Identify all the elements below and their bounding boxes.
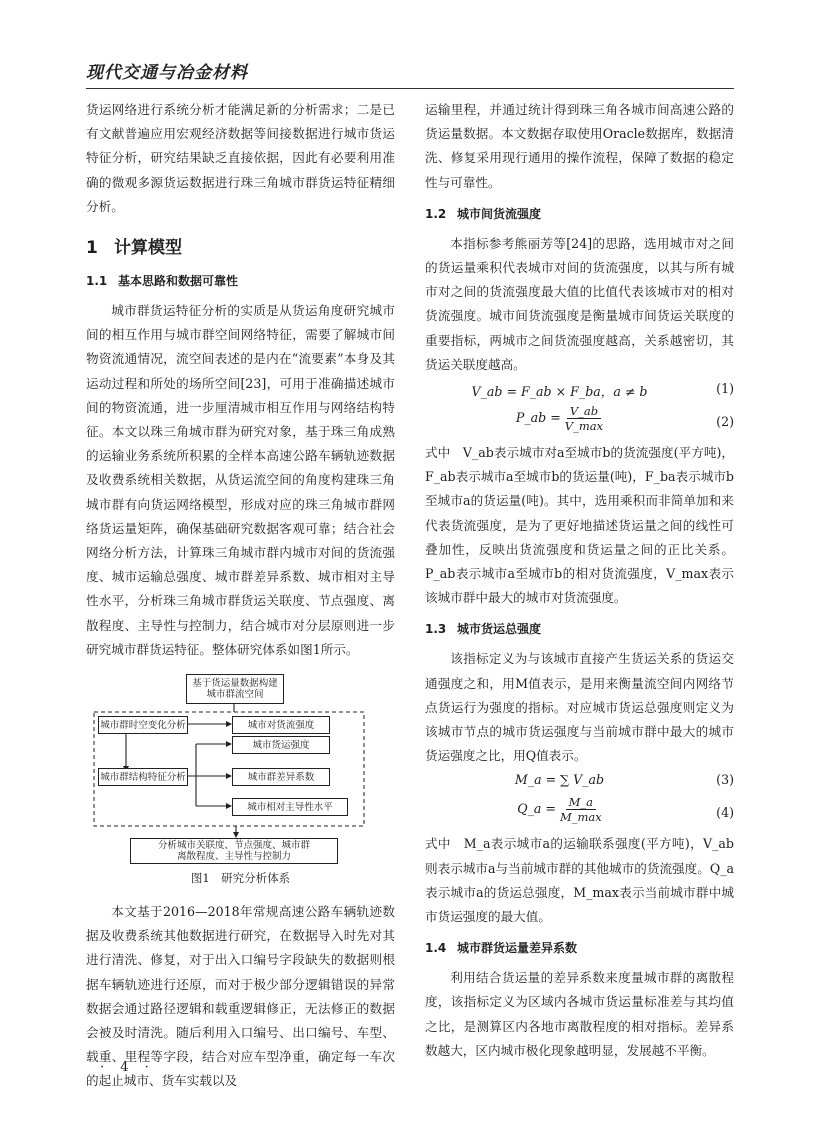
- paragraph: 本文基于2016—2018年常规高速公路车辆轨迹数据及收费系统其他数据进行研究，在数据导入时先对其进行清洗、修复，对于出入口编号字段缺失的数据则根据车辆轨迹进行还原，而对于极少部分逻辑错误的异常数据会通过路径逻辑和载重逻辑修正，无法修正的数据会被及时清洗。随后利用入口编号、出口编号、车型、载重、里程等字段，结合对应车型净重，确定每一车次的起止城市、货车实载以及: [86, 904, 395, 1089]
- fraction-numerator: V_ab: [567, 404, 601, 419]
- figure-box-data-build: 基于货运量数据构建 城市群流空间: [186, 674, 284, 704]
- equation-3: [425, 768, 734, 794]
- figure-box-flow-strength: 城市对货流强度: [232, 716, 330, 734]
- figure-caption: 图1 研究分析体系: [190, 871, 291, 886]
- figure-box-dominance: 城市相对主导性水平: [232, 798, 348, 816]
- subsection-1-4-heading: [425, 939, 734, 956]
- subsection-title: 城市货运总强度: [457, 622, 542, 637]
- equation-number: (2): [716, 414, 734, 430]
- figure-box-spatiotemporal: 城市群时空变化分析: [98, 716, 188, 734]
- equation-body: M_a = ∑ V_ab: [514, 772, 605, 788]
- equation-number: (1): [716, 381, 734, 397]
- paragraph: 利用结合货运量的差异系数来度量城市群的离散程度，该指标定义为区域内各城市货运量标准差与其均值之比，是测算区内各地市离散程度的相对指标。差异系数越大，区内城市极化现象越明显，发展越不平衡。: [425, 970, 734, 1058]
- section-1-heading: [86, 233, 395, 258]
- equation-4: [425, 794, 734, 832]
- subsection-title: 基本思路和数据可靠性: [118, 274, 239, 289]
- subsection-title: 城市间货流强度: [457, 206, 542, 221]
- figure-box-difference-coefficient: 城市群差异系数: [232, 768, 330, 786]
- section-number: 1: [86, 238, 98, 259]
- paragraph: 该指标定义为与该城市直接产生货运关系的货运交通强度之和，用M值表示，是用来衡量流空间内网络节点货运行为强度的指标。对应城市货运总强度则定义为该城市节点的城市货运强度与当前城市群中最大的城市货运强度之比，用Q值表示。: [425, 651, 734, 764]
- paragraph: 运输里程，并通过统计得到珠三角各城市间高速公路的货运量数据。本文数据存取使用Oracle数据库，数据清洗、修复采用现行通用的操作流程，保障了数据的稳定性与可靠性。: [425, 102, 734, 190]
- paragraph: 式中 M_a表示城市a的运输联系强度(平方吨)，V_ab则表示城市a与当前城市群的其他城市的货流强度。Q_a表示城市a的货运总强度，M_max表示当前城市群中城市货运强度的最大值。: [425, 836, 734, 925]
- section-title: 计算模型: [114, 238, 182, 259]
- subsection-number: 1.1: [86, 274, 108, 289]
- figure-box-analysis: 分析城市关联度、节点强度、城市群 离散程度、主导性与控制力: [130, 838, 338, 864]
- intro-paragraph: 货运网络进行系统分析才能满足新的分析需求；二是已有文献普遍应用宏观经济数据等间接数据进行城市货运特征分析，研究结果缺乏直接依据，因此有必要利用准确的微观多源货运数据进行珠三角城市群货运特征精细分析。: [86, 102, 395, 214]
- paragraph: 本指标参考熊丽芳等[24]的思路，选用城市对之间的货运量乘积代表城市对间的货流强度，以其与所有城市对之间的货流强度最大值的比值代表该城市对的相对货流强度。城市间货流强度是衡量城市间货运关联度的重要指标，两城市之间货流强度越高，关系越密切，其货运关联度越高。: [425, 235, 734, 372]
- journal-header: 现代交通与冶金材料: [86, 63, 248, 83]
- equation-number: (4): [716, 805, 734, 821]
- equation-2: [425, 403, 734, 441]
- fraction: [565, 404, 603, 433]
- equation-body: [425, 795, 694, 824]
- left-column: [86, 98, 395, 1094]
- right-column: [425, 98, 734, 1063]
- subsection-1-1-heading: [86, 272, 395, 289]
- equation-lhs: Q_a =: [517, 801, 556, 817]
- equation-number: (3): [716, 772, 734, 788]
- header-rule: [86, 88, 734, 89]
- page-number: · 4 ·: [100, 1060, 155, 1075]
- subsection-number: 1.3: [425, 622, 447, 637]
- equation-lhs: P_ab =: [515, 410, 561, 426]
- subsection-1-3-heading: [425, 620, 734, 637]
- figure-1: [86, 674, 395, 864]
- subsection-1-2-heading: [425, 205, 734, 222]
- fraction: [560, 795, 602, 824]
- subsection-number: 1.2: [425, 206, 447, 221]
- subsection-title: 城市群货运量差异系数: [457, 941, 578, 956]
- fraction-numerator: M_a: [566, 795, 596, 810]
- equation-body: V_ab = F_ab × F_ba，a ≠ b: [471, 384, 648, 400]
- fraction-denominator: M_max: [559, 810, 602, 825]
- equation-body: [425, 404, 694, 433]
- subsection-number: 1.4: [425, 941, 447, 956]
- figure-box-freight-strength: 城市货运强度: [232, 736, 330, 754]
- equation-1: [425, 377, 734, 403]
- fraction-denominator: V_max: [564, 419, 604, 434]
- figure-box-structure: 城市群结构特征分析: [98, 768, 188, 786]
- paragraph: 式中 V_ab表示城市对a至城市b的货流强度(平方吨)，F_ab表示城市a至城市b的货运量(吨)，F_ba表示城市b至城市a的货运量(吨)。其中，选用乘积而非简单加和来代表货流强度，是为了更好地描述货运量之间的线性可叠加性，反映出货流强度和货运量之间的正比关系。P_ab表示城市a至城市b的相对货流强度，V_max表示该城市群中最大的城市对货流强度。: [425, 445, 734, 606]
- paragraph: 城市群货运特征分析的实质是从货运角度研究城市间的相互作用与城市群空间网络特征，需要了解城市间物资流通情况，流空间表述的是内在“流要素”本身及其运动过程和所处的场所空间[23]，可用于准确描述城市间的物资流通，进一步厘清城市相互作用与网络结构特征。本文以珠三角城市群为研究对象，基于珠三角成熟的运输业务系统所积累的全样本高速公路车辆轨迹数据及收费系统相关数据，从货运流空间的角度构建珠三角城市群有向货运网络模型，形成对应的珠三角城市群网络货运量矩阵，确保基础研究数据客观可靠；结合社会网络分析方法，计算珠三角城市群内城市对间的货流强度、城市运输总强度、城市群差异系数、城市相对主导性水平，分析珠三角城市群货运关联度、节点强度、离散程度、主导性与控制力，结合城市对分层原则进一步研究城市群货运特征。整体研究体系如图1所示。: [86, 303, 395, 657]
